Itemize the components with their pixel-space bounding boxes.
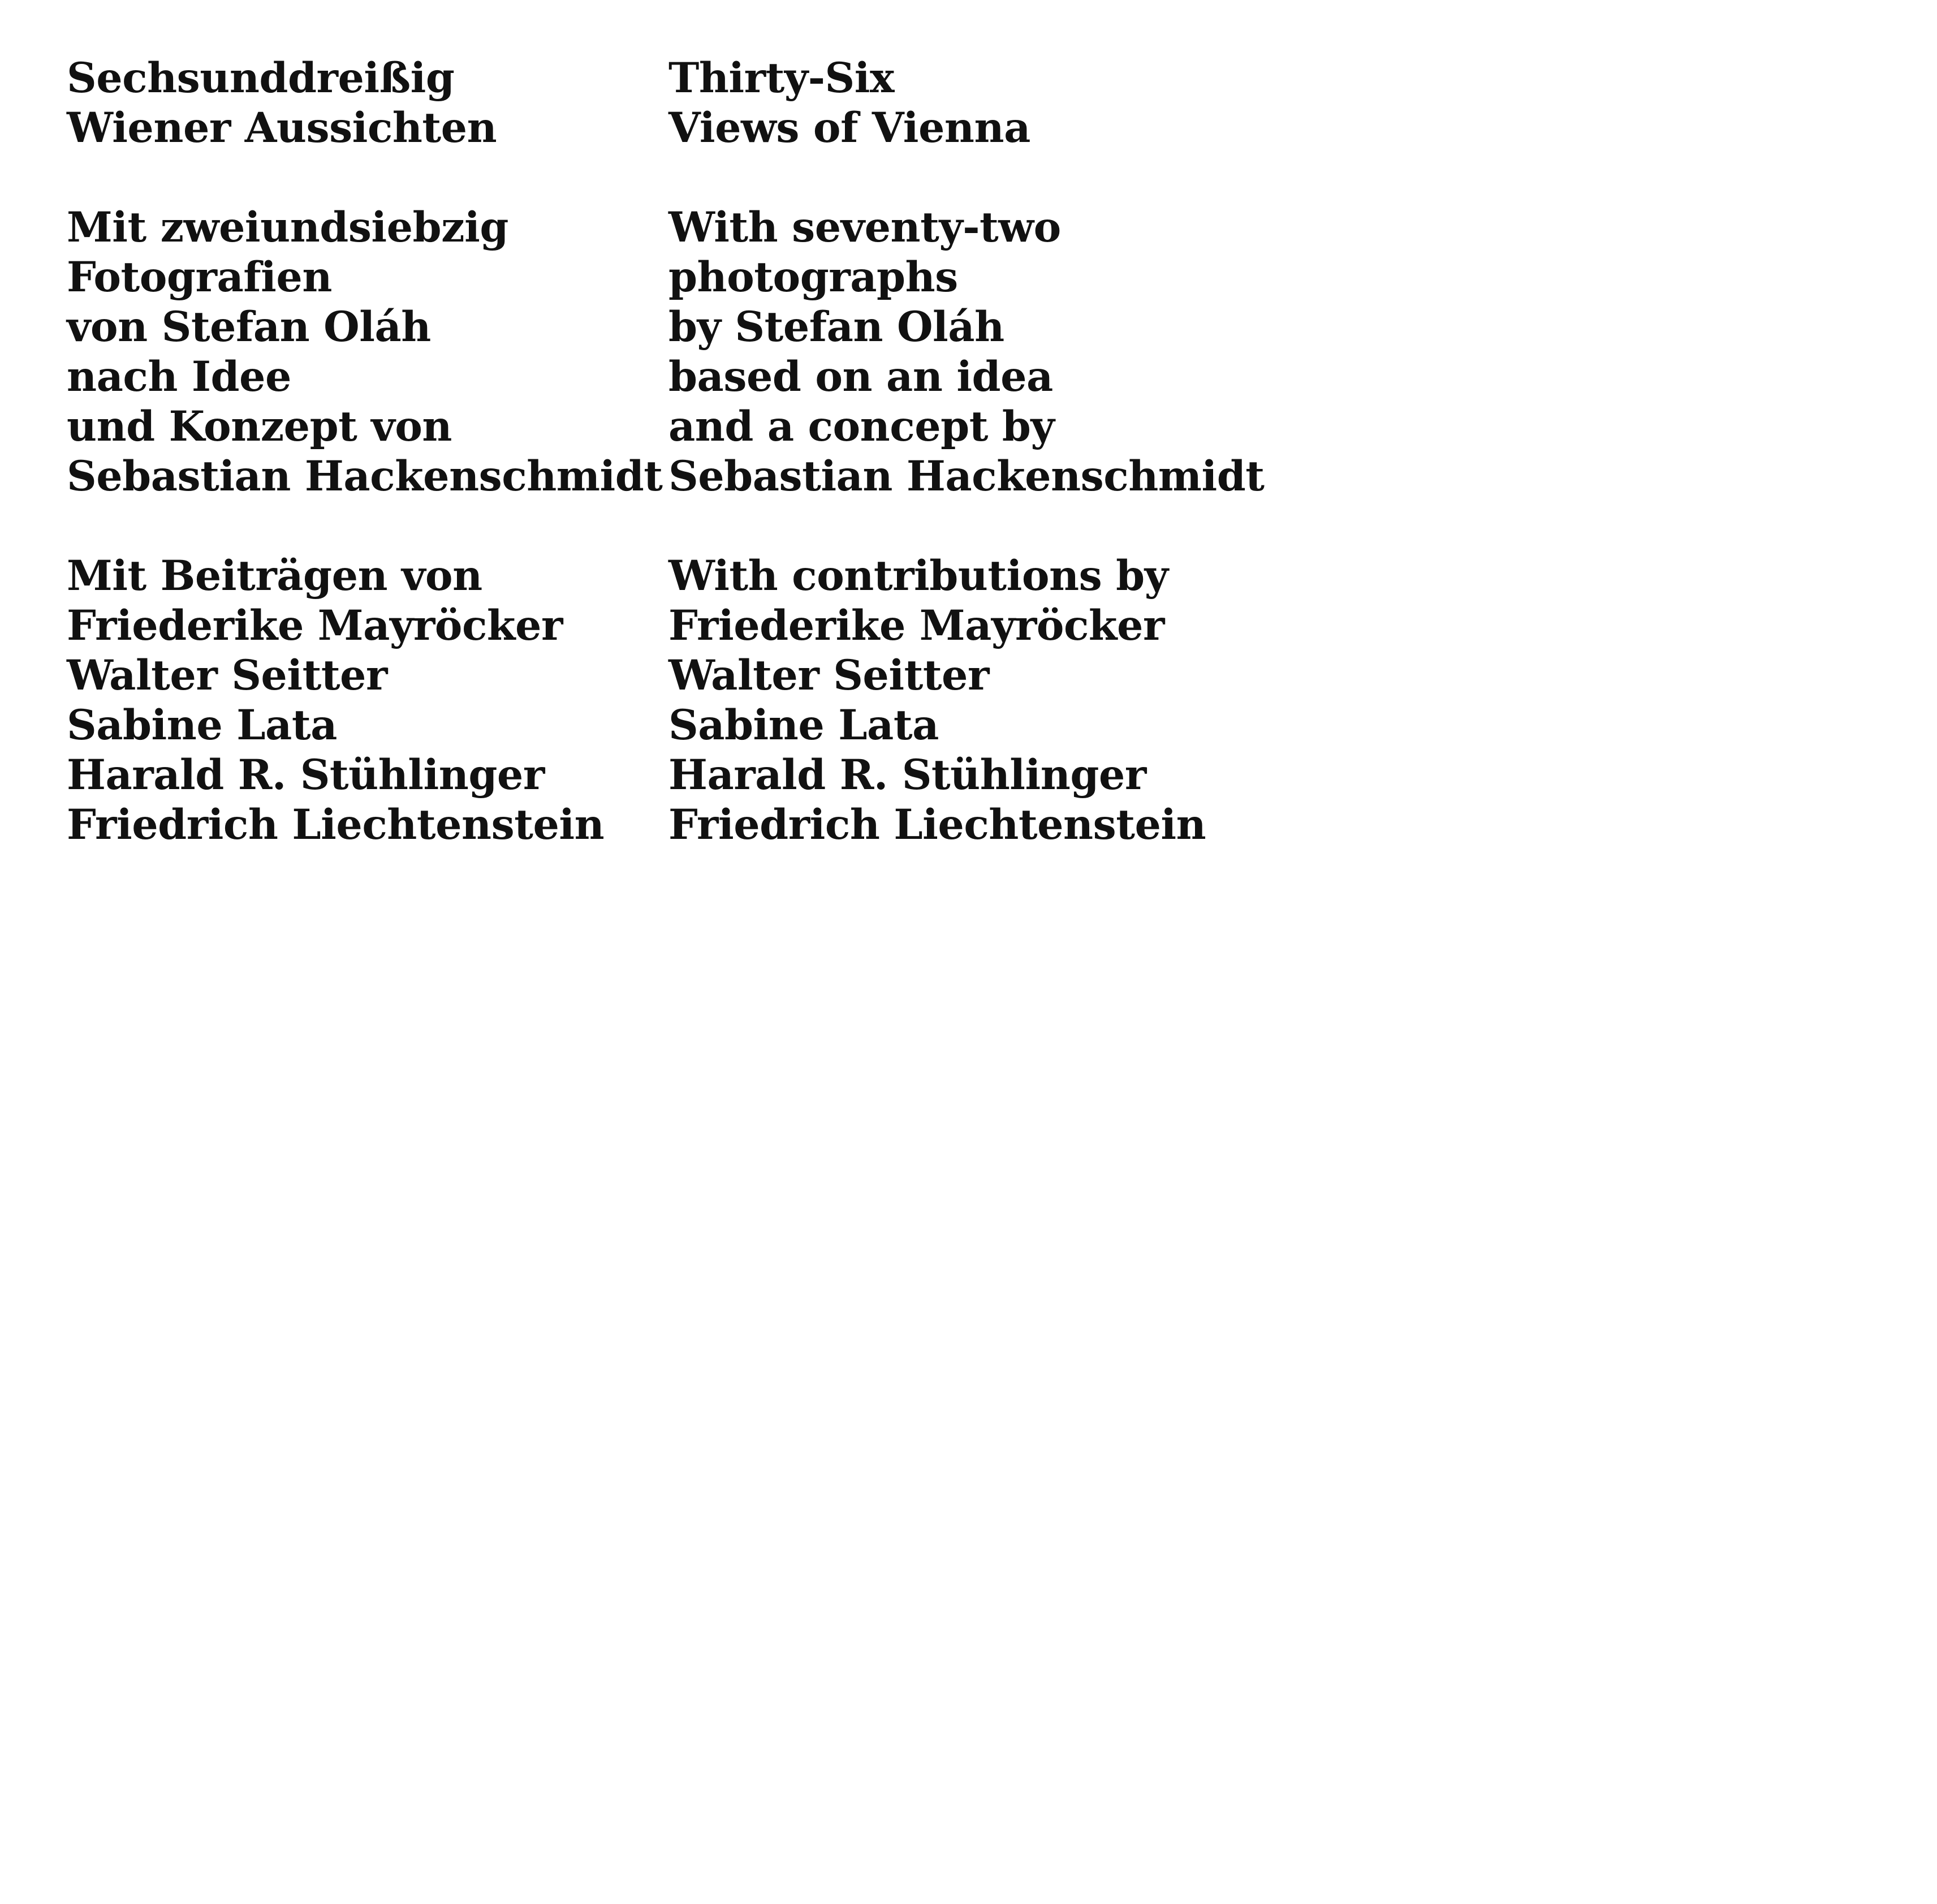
english-contributors-line: Sabine Lata — [668, 701, 939, 749]
english-contributors — [668, 551, 1265, 850]
german-contributors-line: Friedrich Liechtenstein — [67, 800, 605, 849]
english-credits-line: by Stefan Oláh — [668, 303, 1004, 351]
english-contributors-line: Friedrich Liechtenstein — [668, 800, 1206, 849]
german-contributors-line: Friederike Mayröcker — [67, 601, 563, 650]
english-credits — [668, 203, 1265, 501]
german-credits-line: Fotografien — [67, 253, 332, 301]
german-contributors-line: Walter Seitter — [67, 651, 387, 700]
english-title-line: Views of Vienna — [668, 104, 1030, 152]
german-contributors-line: Mit Beiträgen von — [67, 552, 482, 600]
german-title-line: Sechsunddreißig — [67, 54, 455, 102]
english-credits-line: With seventy-two — [668, 203, 1061, 252]
german-credits — [67, 203, 663, 501]
german-contributors-line: Harald R. Stühlinger — [67, 751, 545, 799]
english-credits-line: Sebastian Hackenschmidt — [668, 452, 1265, 501]
german-title — [67, 53, 663, 153]
german-credits-line: nach Idee — [67, 352, 291, 401]
english-contributors-line: Walter Seitter — [668, 651, 989, 700]
german-contributors-line: Sabine Lata — [67, 701, 337, 749]
german-credits-line: Sebastian Hackenschmidt — [67, 452, 663, 501]
english-contributors-line: Friederike Mayröcker — [668, 601, 1164, 650]
english-contributors-line: Harald R. Stühlinger — [668, 751, 1146, 799]
english-title-line: Thirty-Six — [668, 54, 894, 102]
english-credits-line: and a concept by — [668, 402, 1055, 451]
english-title — [668, 53, 1265, 153]
english-credits-line: photographs — [668, 253, 958, 301]
german-column — [67, 53, 663, 850]
english-contributors-line: With contributions by — [668, 552, 1168, 600]
english-credits-line: based on an idea — [668, 352, 1053, 401]
german-title-line: Wiener Aussichten — [67, 104, 497, 152]
german-contributors — [67, 551, 663, 850]
english-column — [668, 53, 1265, 850]
german-credits-line: von Stefan Oláh — [67, 303, 431, 351]
german-credits-line: Mit zweiundsiebzig — [67, 203, 508, 252]
german-credits-line: und Konzept von — [67, 402, 452, 451]
